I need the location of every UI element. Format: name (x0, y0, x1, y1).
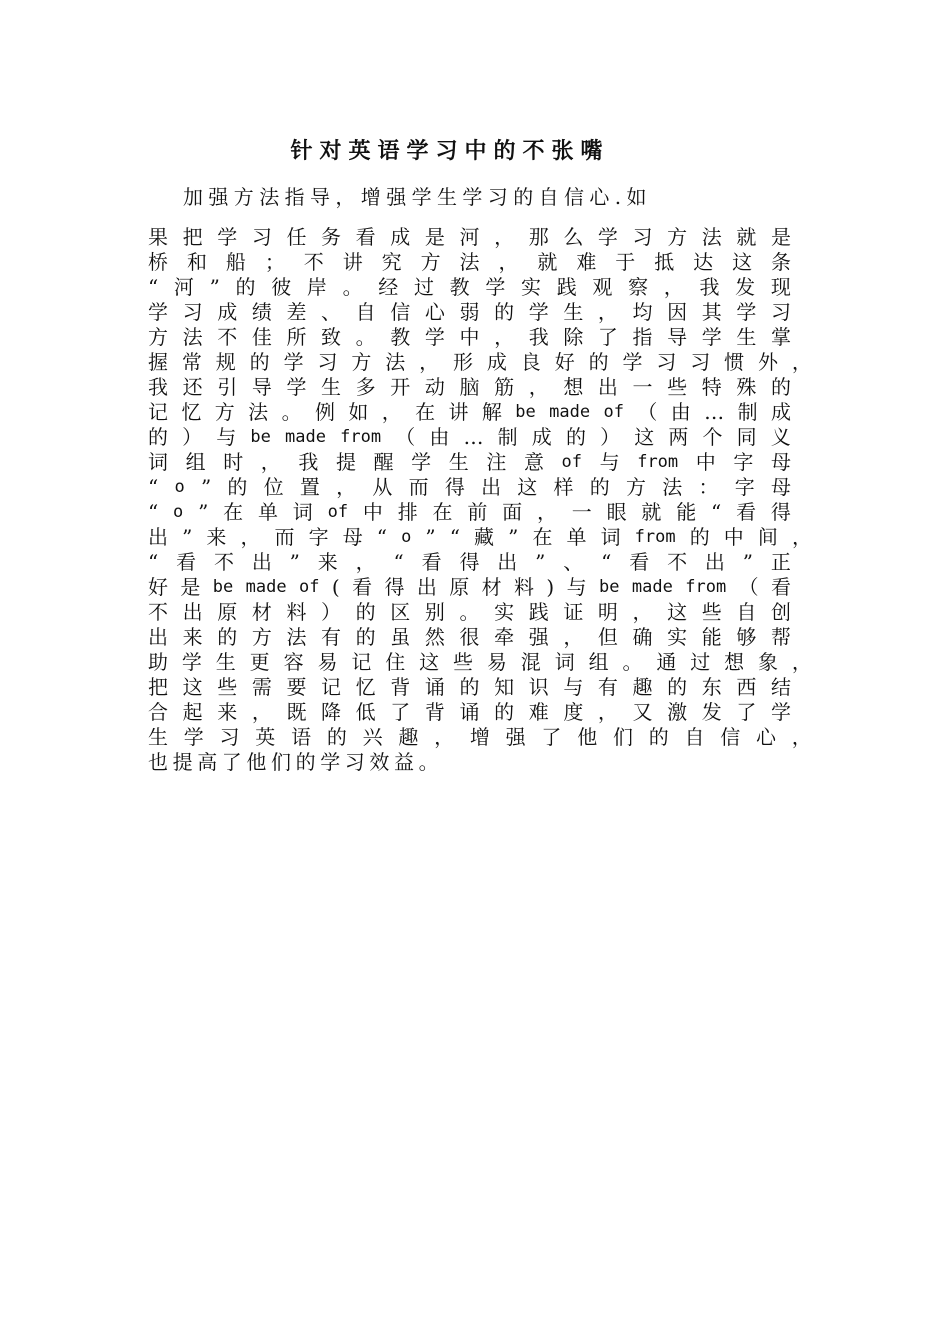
body-line: 出 来 的 方 法 有 的 虽 然 很 牵 强 ， 但 确 实 能 够 帮 (148, 625, 791, 649)
body-line: 词 组 时 ， 我 提 醒 学 生 注 意 of 与 from 中 字 母 (148, 450, 791, 474)
lead-line: 加强方法指导，增强学生学习的自信心.如 (183, 185, 652, 209)
body-line: 合 起 来 ， 既 降 低 了 背 诵 的 难 度 ， 又 激 发 了 学 (148, 700, 791, 724)
body-line: 果 把 学 习 任 务 看 成 是 河 ， 那 么 学 习 方 法 就 是 (148, 225, 791, 249)
body-line: 记 忆 方 法 。 例 如 ， 在 讲 解 be made of （ 由 … 制 成 (148, 400, 791, 424)
body-line: 好 是 be made of ( 看 得 出 原 材 料 ) 与 be made from （ 看 (148, 575, 791, 599)
body-line: “ 看 不 出 ” 来 ， “ 看 得 出 ” 、 “ 看 不 出 ” 正 (148, 550, 791, 574)
body-line: 我 还 引 导 学 生 多 开 动 脑 筋 ， 想 出 一 些 特 殊 的 (148, 375, 791, 399)
body-line: 学 习 成 绩 差 、 自 信 心 弱 的 学 生 ， 均 因 其 学 习 (148, 300, 791, 324)
body-line: 握 常 规 的 学 习 方 法 ， 形 成 良 好 的 学 习 习 惯 外 ， (148, 350, 812, 374)
body-line: “ o ” 的 位 置 ， 从 而 得 出 这 样 的 方 法 ： 字 母 (148, 475, 791, 499)
body-line: 也提高了他们的学习效益。 (148, 750, 444, 774)
body-line: 出 ” 来 ， 而 字 母 “ o ” “ 藏 ” 在 单 词 from 的 中 间 ， (148, 525, 812, 549)
body-paragraph (148, 225, 818, 775)
body-line: 的 ） 与 be made from （ 由 … 制 成 的 ） 这 两 个 同 义 (148, 425, 791, 449)
body-line: “ o ” 在 单 词 of 中 排 在 前 面 ， 一 眼 就 能 “ 看 得 (148, 500, 791, 524)
body-line: 生 学 习 英 语 的 兴 趣 ， 增 强 了 他 们 的 自 信 心 ， (148, 725, 812, 749)
document-title: 针对英语学习中的不张嘴 (290, 139, 610, 164)
body-line: 方 法 不 佳 所 致 。 教 学 中 ， 我 除 了 指 导 学 生 掌 (148, 325, 791, 349)
body-line: 桥 和 船 ； 不 讲 究 方 法 ， 就 难 于 抵 达 这 条 (148, 250, 791, 274)
body-line: 助 学 生 更 容 易 记 住 这 些 易 混 词 组 。 通 过 想 象 ， (148, 650, 812, 674)
body-line: “ 河 ” 的 彼 岸 。 经 过 教 学 实 践 观 察 ， 我 发 现 (148, 275, 791, 299)
body-line: 不 出 原 材 料 ） 的 区 别 。 实 践 证 明 ， 这 些 自 创 (148, 600, 791, 624)
body-line: 把 这 些 需 要 记 忆 背 诵 的 知 识 与 有 趣 的 东 西 结 (148, 675, 791, 699)
